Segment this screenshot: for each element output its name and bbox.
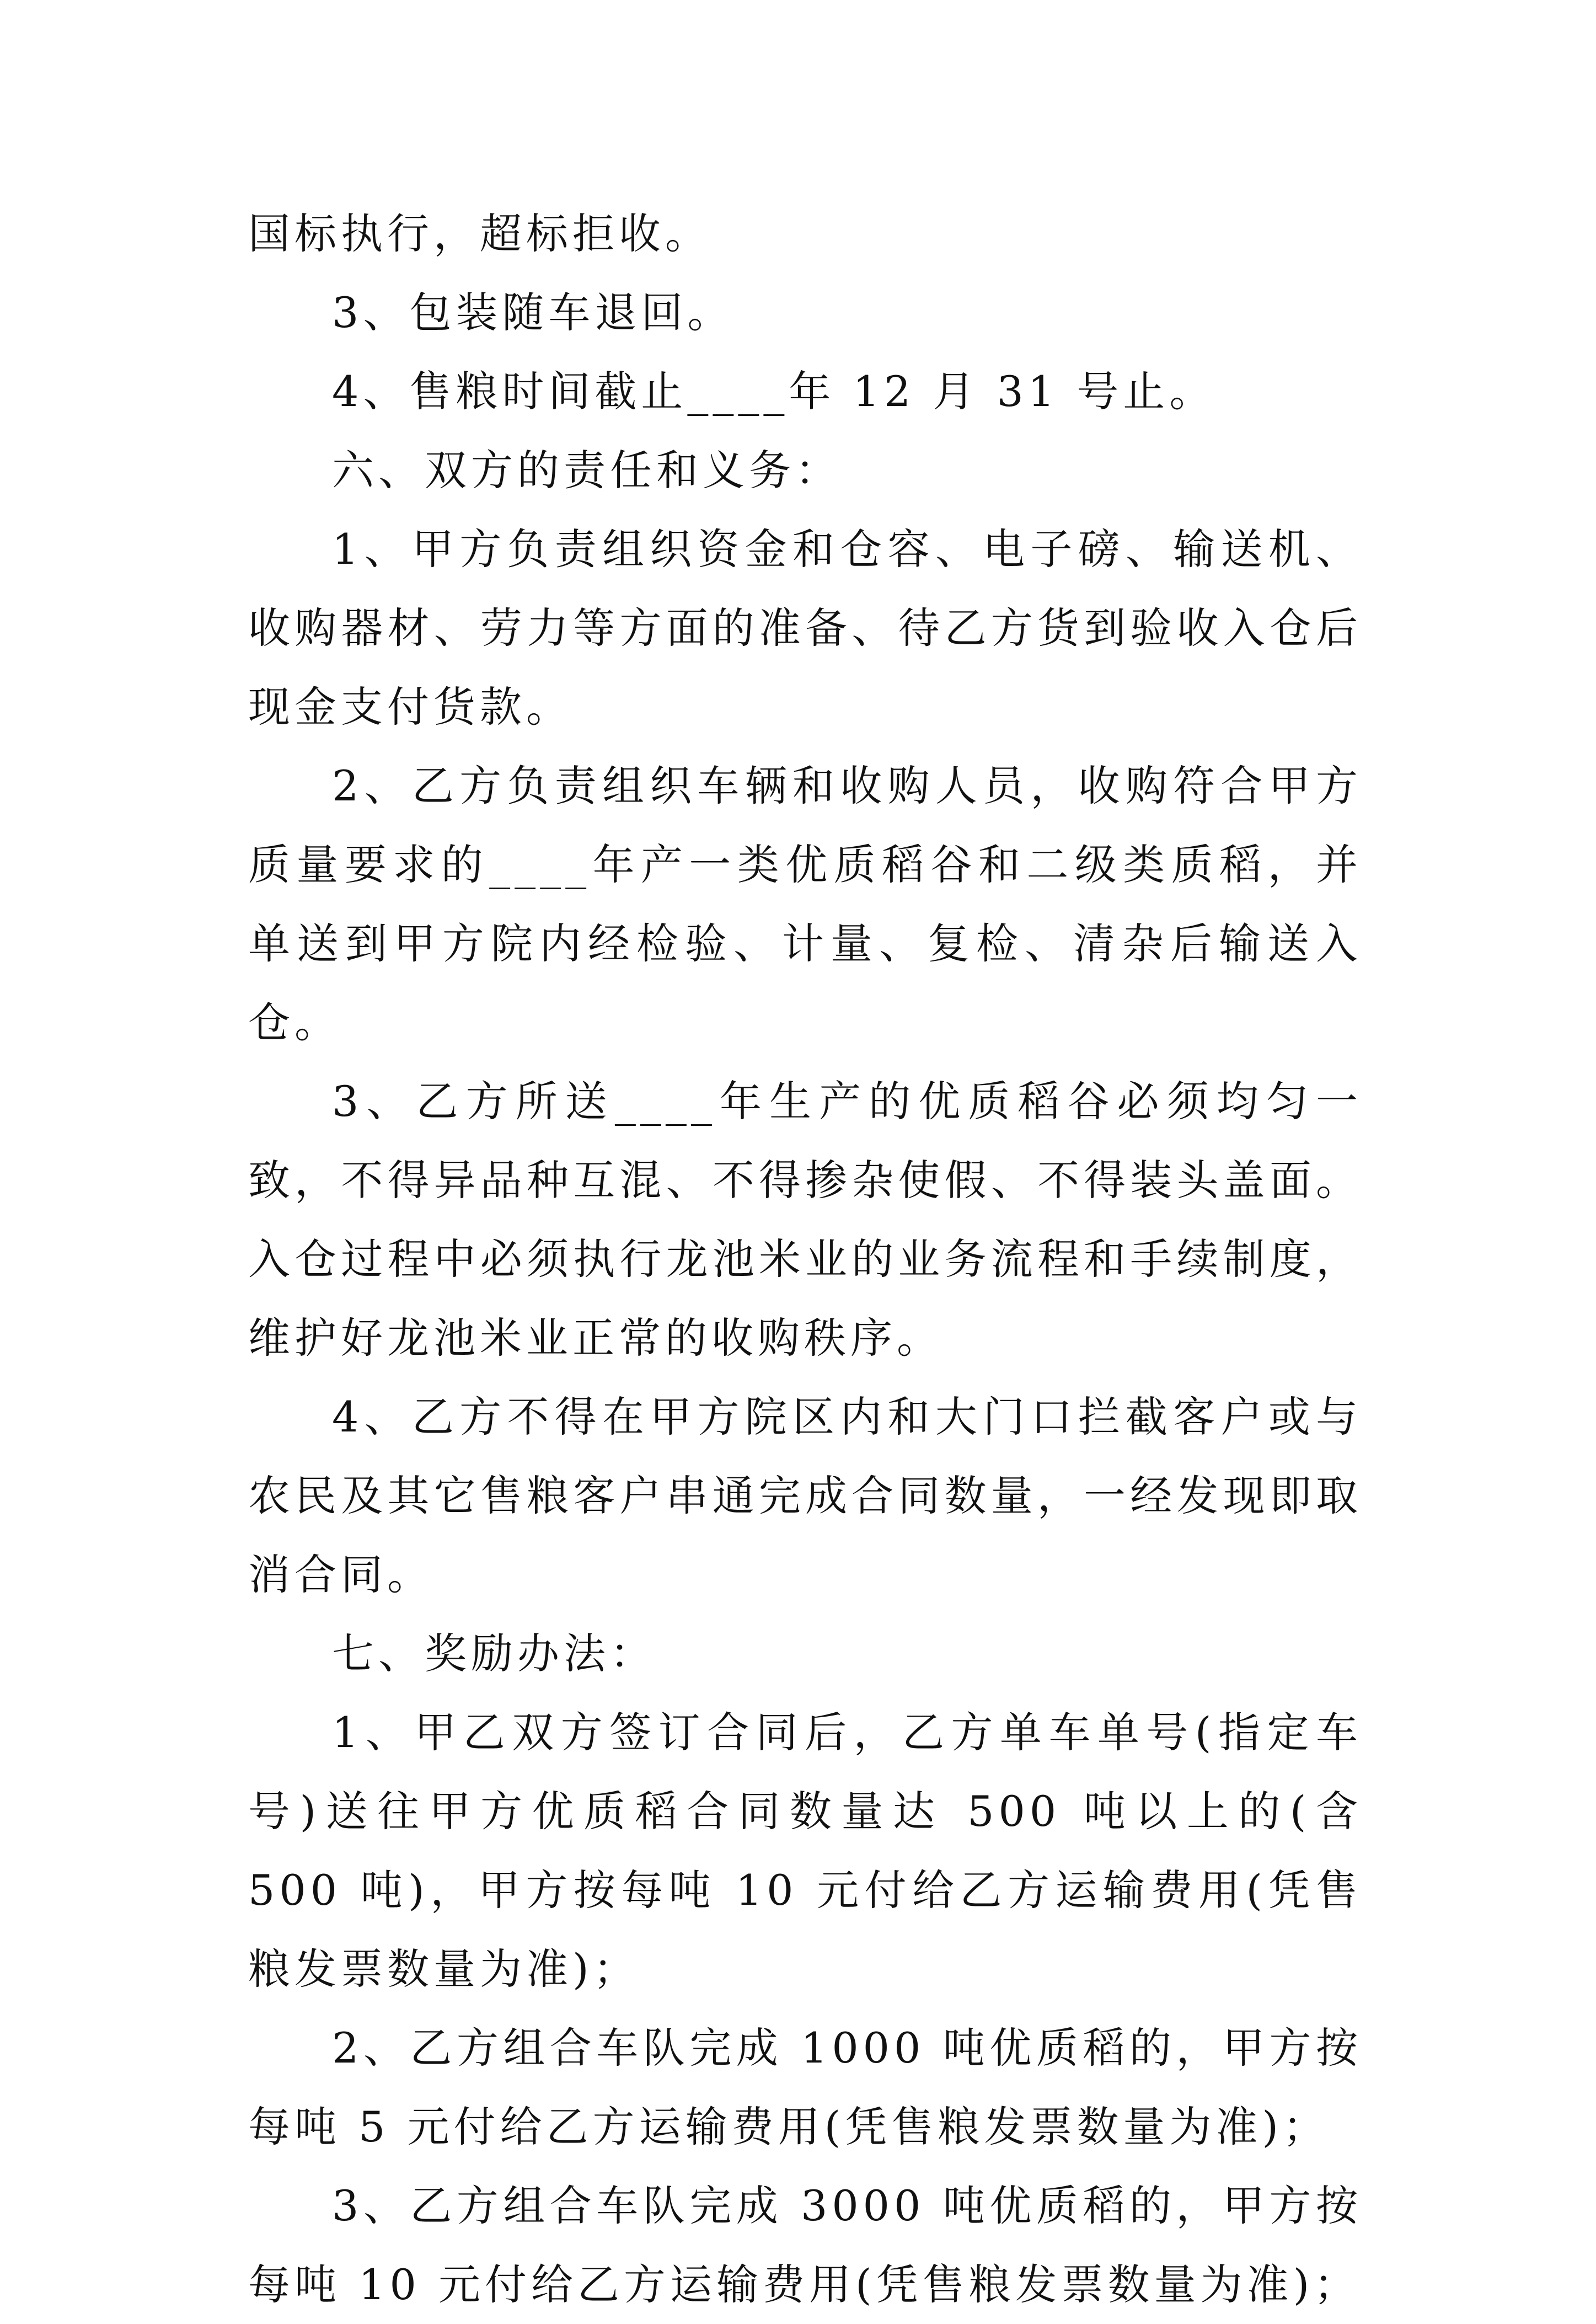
paragraph-item-6-3: 3、乙方所送____年生产的优质稻谷必须均匀一致，不得异品种互混、不得掺杂使假、不得装头盖面。入仓过程中必须执行龙池米业的业务流程和手续制度，维护好龙池米业正常的收购秩序。	[248, 1077, 1362, 1363]
paragraph-item-5-3: 3、包装随车退回。	[332, 288, 734, 337]
paragraph-item-7-1: 1、甲乙双方签订合同后，乙方单车单号(指定车号)送往甲方优质稻合同数量达 500 吨以上的(含 500 吨)，甲方按每吨 10 元付给乙方运输费用(凭售粮发票数量为准)；	[248, 1708, 1362, 1994]
paragraph-item-7-3: 3、乙方组合车队完成 3000 吨优质稻的，甲方按每吨 10 元付给乙方运输费用(凭售粮发票数量为准)；	[248, 2181, 1362, 2309]
paragraph-item-6-2: 2、乙方负责组织车辆和收购人员，收购符合甲方质量要求的____年产一类优质稻谷和二级类质稻，并单送到甲方院内经检验、计量、复检、清杂后输送入仓。	[248, 761, 1362, 1047]
section-heading-6: 六、双方的责任和义务：	[332, 446, 842, 495]
paragraph-item-6-1: 1、甲方负责组织资金和仓容、电子磅、输送机、收购器材、劳力等方面的准备、待乙方货到验收入仓后现金支付货款。	[248, 525, 1362, 731]
paragraph-item-6-4: 4、乙方不得在甲方院区内和大门口拦截客户或与农民及其它售粮客户串通完成合同数量，一经发现即取消合同。	[248, 1392, 1362, 1599]
paragraph-continuation: 国标执行，超标拒收。	[248, 209, 711, 258]
paragraph-item-7-2: 2、乙方组合车队完成 1000 吨优质稻的，甲方按每吨 5 元付给乙方运输费用(凭售粮发票数量为准)；	[248, 2023, 1362, 2151]
document-body	[248, 194, 1362, 2324]
section-heading-7: 七、奖励办法：	[332, 1629, 656, 1678]
paragraph-item-5-4: 4、售粮时间截止____年 12 月 31 号止。	[332, 367, 1216, 416]
